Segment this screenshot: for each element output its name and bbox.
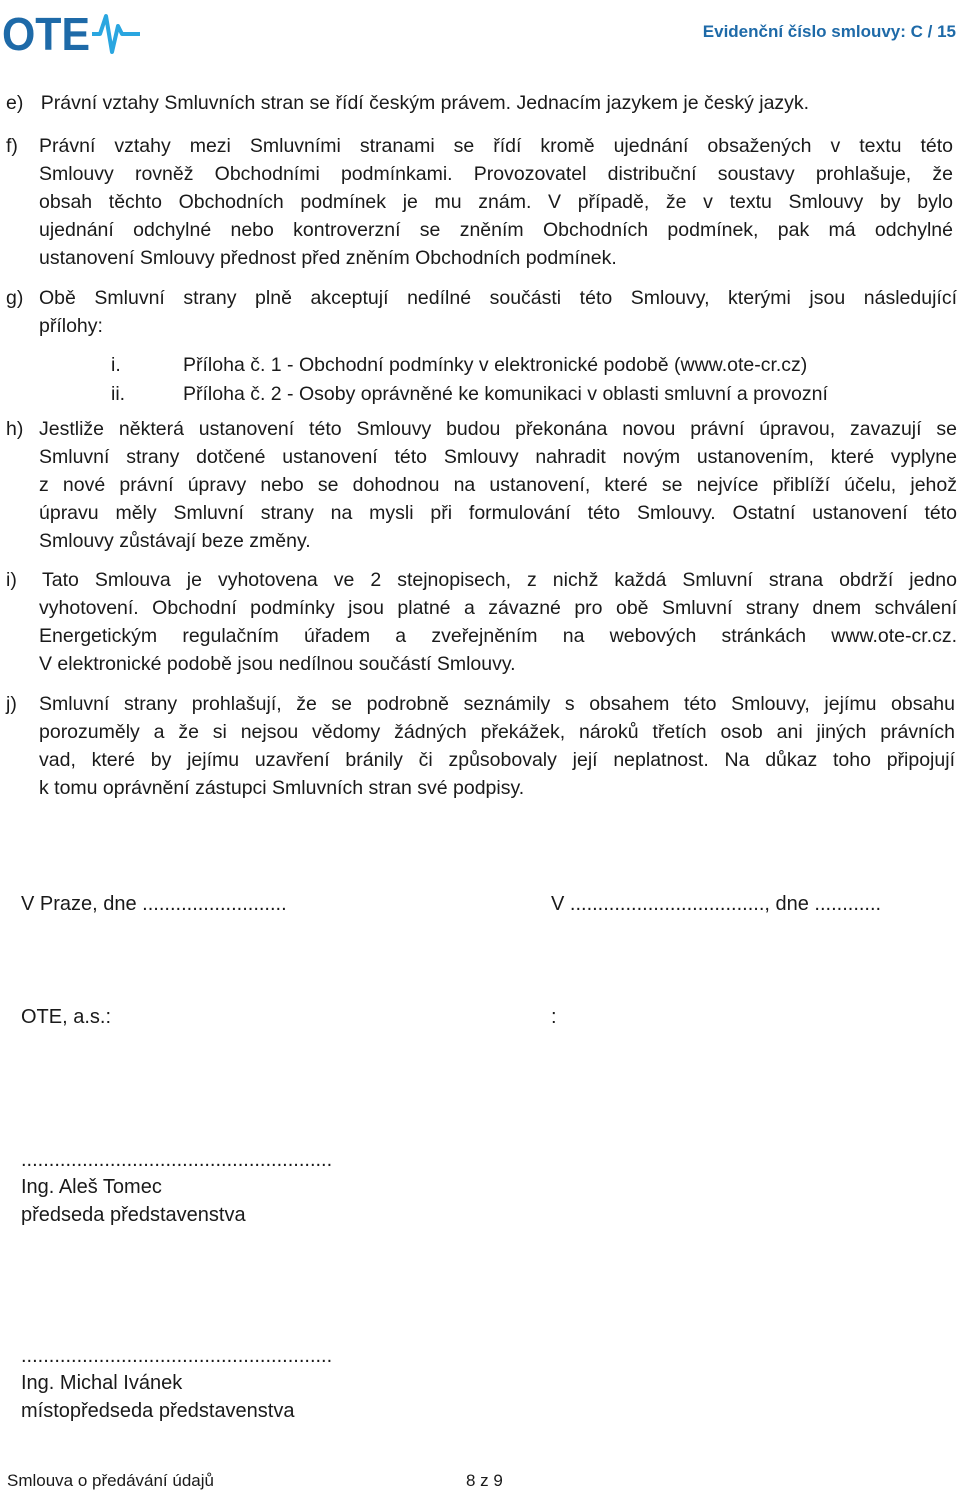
contract-number-total: / 15: [927, 22, 956, 41]
footer-doc-title: Smlouva o předávání údajů: [7, 1471, 214, 1490]
clause-h-line: úpravu měly Smluvní strany na mysli při formulování této Smlouvy. Ostatní ustanovení této: [39, 502, 957, 524]
party-right: :: [551, 1006, 557, 1028]
place-date-left: V Praze, dne ..........................: [21, 893, 287, 915]
clause-h-line: Jestliže některá ustanovení této Smlouvy budou překonána novou právní úpravou, zavazují se: [39, 418, 957, 440]
signer-role: předseda představenstva: [21, 1204, 246, 1226]
clause-e-mark: e): [6, 92, 24, 114]
party-left: OTE, a.s.:: [21, 1006, 112, 1028]
clause-j-mark: j): [6, 693, 17, 715]
annex-text: Příloha č. 2 - Osoby oprávněné ke komunikaci v oblasti smluvní a provozní: [183, 383, 828, 405]
clause-i-line: Energetickým regulačním úřadem a zveřejněním na webových stránkách www.ote-cr.cz.: [39, 625, 957, 647]
clause-h: [39, 415, 957, 555]
clause-e-text: Právní vztahy Smluvních stran se řídí českým právem. Jednacím jazykem je český jazyk.: [40, 92, 810, 114]
clause-g-line: Obě Smluvní strany plně akceptují nedílné součásti této Smlouvy, kterými jsou následující: [39, 287, 957, 309]
clause-j-line: porozuměly a že si nejsou vědomy žádných překážek, nároků třetích osob ani jiných právních: [39, 721, 955, 743]
clause-g: [39, 284, 957, 340]
clause-j-line: vad, které by jejímu uzavření bránily či způsobovaly její neplatnost. Na důkaz toho připojují: [39, 749, 955, 771]
clause-h-line: Smlouvy zůstávají beze změny.: [39, 530, 311, 552]
logo-text: OTE: [2, 8, 90, 54]
clause-i-line: vyhotovení. Obchodní podmínky jsou platné a závazné pro obě Smluvní strany dnem schválení: [39, 597, 957, 619]
ote-logo: [2, 8, 142, 54]
clause-e: [6, 89, 956, 117]
clause-j-line: k tomu oprávnění zástupci Smluvních stran své podpisy.: [39, 777, 525, 799]
clause-f-line: obsah těchto Obchodních podmínek je mu znám. V případě, že v textu Smlouvy by bylo: [39, 191, 953, 213]
clause-i-line: V elektronické podobě jsou nedílnou součástí Smlouvy.: [39, 653, 516, 675]
clause-h-mark: h): [6, 418, 24, 440]
annex-num: i.: [111, 354, 121, 376]
annex-num: ii.: [111, 383, 126, 405]
clause-f-mark: f): [6, 135, 18, 157]
contract-number: [703, 22, 956, 42]
signer-name: Ing. Michal Ivánek: [21, 1372, 183, 1394]
clause-f: [39, 132, 953, 272]
clause-f-line: Právní vztahy mezi Smluvními stranami se řídí kromě ujednání obsažených v textu této: [39, 135, 953, 157]
clause-i-line: Tato Smlouva je vyhotovena ve 2 stejnopisech, z nichž každá Smluvní strana obdrží jedno: [42, 569, 957, 591]
signature-line: ........................................................: [21, 1345, 333, 1367]
signer-name: Ing. Aleš Tomec: [21, 1176, 162, 1198]
place-date-right: V ..................................., dne ............: [551, 893, 882, 915]
contract-number-label: Evidenční číslo smlouvy: C: [702, 22, 923, 41]
clause-g-mark: g): [6, 287, 24, 309]
clause-f-line: Smlouvy rovněž Obchodními podmínkami. Provozovatel distribuční soustavy prohlašuje, že: [39, 163, 953, 185]
clause-h-line: Smluvní strany dotčené ustanovení této Smlouvy nahradit novým ustanovením, které vyplyne: [39, 446, 957, 468]
clause-i: [39, 566, 957, 678]
signer-role: místopředseda představenstva: [21, 1400, 295, 1422]
footer-page-number: 8 z 9: [466, 1471, 503, 1490]
clause-j: [39, 690, 955, 802]
clause-h-line: z nové právní úpravy nebo se dohodnou na ustanovení, které se nejvíce přiblíží účelu, jehož: [39, 474, 957, 496]
clause-f-line: ustanovení Smlouvy přednost před zněním Obchodních podmínek.: [39, 247, 617, 269]
signature-line: ........................................................: [21, 1149, 333, 1171]
clause-f-line: ujednání odchylné nebo kontroverzní se zněním Obchodních podmínek, pak má odchylné: [39, 219, 953, 241]
annex-text: Příloha č. 1 - Obchodní podmínky v elektronické podobě (www.ote-cr.cz): [183, 354, 808, 376]
clause-g-line: přílohy:: [39, 315, 103, 337]
clause-i-mark: i): [6, 569, 17, 591]
clause-j-line: Smluvní strany prohlašují, že se podrobně seznámily s obsahem této Smlouvy, jejímu obsahu: [39, 693, 955, 715]
